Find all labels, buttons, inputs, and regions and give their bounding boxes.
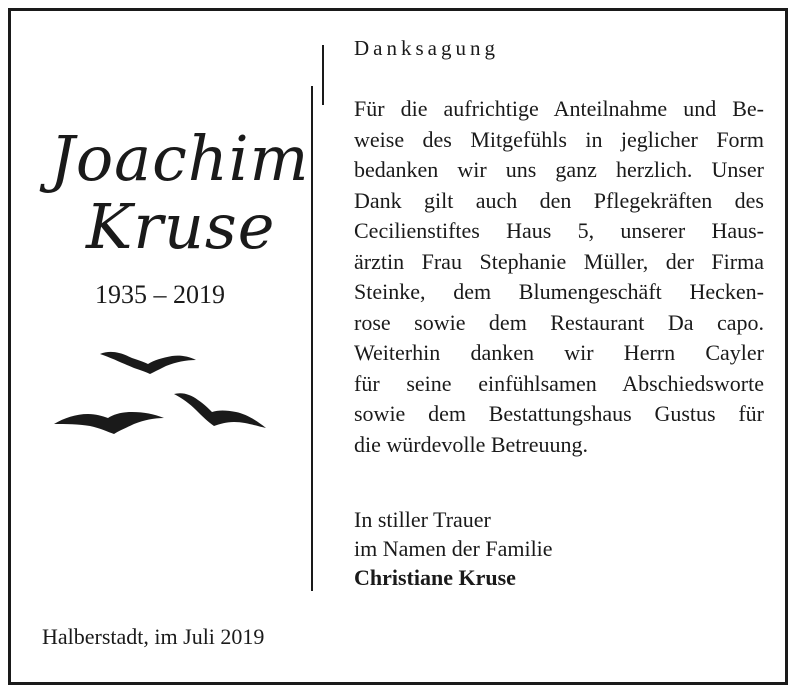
signer-name: Christiane Kruse	[354, 565, 516, 590]
notice-heading: Danksagung	[354, 36, 499, 60]
text-line: die würdevolle Betreuung.	[354, 431, 588, 457]
closing-line: In stiller Trauer	[354, 507, 491, 532]
thank-you-text	[354, 94, 764, 460]
deceased-last-name: Kruse	[86, 190, 276, 263]
text-line: für seine einfühlsamen Abschiedsworte	[354, 370, 764, 396]
bird-1-icon	[100, 352, 196, 374]
text-line: Steinke, dem Blumengeschäft Hecken-	[354, 279, 764, 304]
text-line: bedanken wir uns ganz herzlich. Unser	[354, 157, 764, 182]
text-line: ärztin Frau Stephanie Müller, der Firma	[354, 248, 764, 274]
text-line: Dank gilt auch den Pflegekräften des	[354, 187, 764, 213]
life-years: 1935 – 2019	[95, 280, 225, 309]
birds-illustration	[50, 342, 290, 442]
text-line: rose sowie dem Restaurant Da capo.	[354, 309, 764, 335]
place-date: Halberstadt, im Juli 2019	[42, 624, 265, 649]
closing-block	[354, 505, 553, 592]
text-line: Weiterhin danken wir Herrn Cayler	[354, 340, 764, 365]
deceased-first-name: Joachim	[50, 122, 310, 195]
vertical-divider	[311, 86, 313, 591]
vertical-divider-top	[322, 45, 324, 105]
text-line: Cecilienstiftes Haus 5, unserer Haus-	[354, 218, 764, 243]
text-line: sowie dem Bestattungshaus Gustus für	[354, 401, 764, 426]
closing-line: im Namen der Familie	[354, 536, 553, 561]
text-line: weise des Mitgefühls in jeglicher Form	[354, 126, 764, 152]
bird-3-icon	[54, 412, 164, 434]
bird-2-icon	[174, 393, 266, 428]
text-line: Für die aufrichtige Anteilnahme und Be-	[354, 96, 764, 121]
